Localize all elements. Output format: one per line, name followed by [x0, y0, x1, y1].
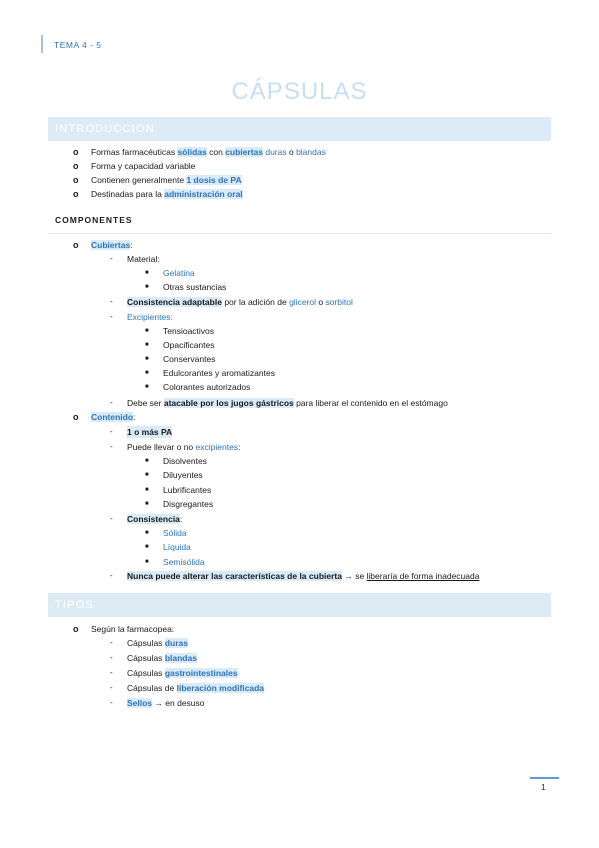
- keyword-consistencia: Consistencia: [127, 514, 180, 524]
- text: Formas farmacéuticas: [91, 147, 178, 157]
- text: o: [316, 297, 326, 307]
- excipiente-item: Colorantes autorizados: [163, 382, 251, 392]
- section-tipos: [48, 593, 551, 617]
- excipiente-item: Opacificantes: [163, 340, 215, 350]
- material-gelatina: Gelatina: [163, 268, 195, 278]
- keyword-atacable: atacable por los jugos gástricos: [163, 398, 294, 408]
- bullet-dash: -: [110, 683, 113, 692]
- text: → se: [341, 571, 367, 581]
- bullet-dash: -: [110, 571, 113, 580]
- header-accent-bar: [41, 35, 43, 53]
- excipientes-label: Excipientes:: [127, 312, 173, 322]
- keyword-administracion-oral: administración oral: [164, 189, 243, 199]
- keyword-blandas: blandas: [296, 147, 326, 157]
- keyword-consistencia: Consistencia adaptable: [127, 297, 222, 307]
- keyword-cubiertas: cubiertas: [225, 147, 263, 157]
- text: o: [286, 147, 297, 157]
- section-introduccion: [48, 117, 551, 141]
- tipo-item: [127, 667, 238, 679]
- section-tipos-label: TIPOS: [55, 599, 95, 611]
- divider: [48, 233, 551, 234]
- bullet-dash: -: [110, 698, 113, 707]
- bullet-circle: o: [73, 240, 79, 250]
- intro-line-3: [91, 174, 242, 186]
- consistencia-item: Semisólida: [163, 557, 205, 567]
- text: Debe ser: [127, 398, 164, 408]
- consistencia-item: Sólida: [163, 528, 187, 538]
- text: → en desuso: [152, 698, 205, 708]
- text: :: [133, 412, 136, 422]
- excipiente2-item: Disolventes: [163, 456, 207, 466]
- keyword-sellos: Sellos: [127, 698, 153, 708]
- keyword-glicerol: glicerol: [289, 297, 316, 307]
- keyword-gastrointestinales: gastrointestinales: [164, 668, 238, 678]
- page-number: 1: [541, 783, 546, 792]
- bullet-dash: -: [110, 514, 113, 523]
- consistencia-label: [127, 513, 182, 525]
- bullet-square: ■: [145, 270, 149, 276]
- tipo-item: [127, 637, 188, 649]
- bullet-dash: -: [110, 653, 113, 662]
- text: :: [130, 240, 133, 250]
- text: para liberar el contenido en el estómago: [293, 398, 448, 408]
- tipo-item: [127, 682, 264, 694]
- bullet-square: ■: [145, 384, 149, 390]
- keyword-dosis: 1 dosis de PA: [186, 175, 242, 185]
- bullet-dash: -: [110, 297, 113, 306]
- bullet-square: ■: [145, 356, 149, 362]
- keyword-contenido: Contenido: [91, 412, 134, 422]
- bullet-circle: o: [73, 175, 79, 185]
- text: :: [179, 514, 183, 524]
- bullet-square: ■: [145, 501, 149, 507]
- atacable-line: [127, 397, 448, 409]
- section-introduccion-label: INTRODUCCION: [55, 123, 155, 135]
- bullet-square: ■: [145, 487, 149, 493]
- tipo-item: [127, 697, 205, 709]
- text: Cápsulas: [127, 653, 165, 663]
- bullet-dash: -: [110, 254, 113, 263]
- text: Destinadas para la: [91, 189, 165, 199]
- intro-line-4: [91, 188, 243, 200]
- tipo-item: [127, 652, 197, 664]
- consistencia-item: Líquida: [163, 542, 191, 552]
- bullet-circle: o: [73, 624, 79, 634]
- excipiente2-item: Disgregantes: [163, 499, 214, 509]
- page-title: CÁPSULAS: [231, 78, 368, 105]
- keyword-cubiertas: Cubiertas: [91, 240, 131, 250]
- bullet-dash: -: [110, 398, 113, 407]
- consistencia-adaptable: [127, 296, 353, 308]
- text: :: [238, 442, 241, 452]
- keyword-liberacion-modificada: liberación modificada: [176, 683, 265, 693]
- excipiente-item: Conservantes: [163, 354, 216, 364]
- keyword-blandas: blandas: [164, 653, 197, 663]
- bullet-dash: -: [110, 668, 113, 677]
- bullet-circle: o: [73, 412, 79, 422]
- contenido-pa: 1 o más PA: [127, 427, 173, 437]
- keyword-solidas: sólidas: [177, 147, 207, 157]
- text: Cápsulas de: [127, 683, 177, 693]
- bullet-dash: -: [110, 427, 113, 436]
- keyword-nunca: Nunca puede alterar las características de la cubierta: [127, 571, 342, 581]
- bullet-square: ■: [145, 472, 149, 478]
- section-componentes: COMPONENTES: [55, 215, 133, 225]
- keyword-excipientes: excipientes: [195, 442, 239, 452]
- excipiente2-item: Diluyentes: [163, 470, 203, 480]
- bullet-dash: -: [110, 638, 113, 647]
- bullet-square: ■: [145, 559, 149, 565]
- componentes-cubiertas: [91, 239, 133, 251]
- intro-line-2: Forma y capacidad variable: [91, 161, 196, 171]
- material-otras: Otras sustancias: [163, 282, 227, 292]
- bullet-square: ■: [145, 284, 149, 290]
- bullet-square: ■: [145, 530, 149, 536]
- text: con: [206, 147, 226, 157]
- text: Contienen generalmente: [91, 175, 187, 185]
- text: Cápsulas: [127, 638, 165, 648]
- puede-llevar-line: [127, 441, 240, 453]
- text: Puede llevar o no: [127, 442, 196, 452]
- excipiente-item: Tensioactivos: [163, 326, 215, 336]
- keyword-duras: duras: [164, 638, 188, 648]
- excipiente-item: Edulcorantes y aromatizantes: [163, 368, 275, 378]
- keyword-duras: duras: [262, 147, 287, 157]
- header-tema: TEMA 4 - 5: [54, 40, 102, 50]
- bullet-circle: o: [73, 161, 79, 171]
- material-label: Material:: [127, 254, 160, 264]
- underlined-text: liberaría de forma inadecuada: [366, 571, 480, 581]
- keyword-sorbitol: sorbitol: [325, 297, 353, 307]
- bullet-dash: -: [110, 312, 113, 321]
- text: Cápsulas: [127, 668, 165, 678]
- bullet-dash: -: [110, 442, 113, 451]
- bullet-square: ■: [145, 458, 149, 464]
- nunca-line: [127, 570, 479, 582]
- bullet-circle: o: [73, 189, 79, 199]
- bullet-square: ■: [145, 342, 149, 348]
- tipos-segun: Según la farmacopea:: [91, 624, 175, 634]
- excipiente2-item: Lubrificantes: [163, 485, 212, 495]
- bullet-square: ■: [145, 544, 149, 550]
- footer-rule: [530, 777, 559, 779]
- bullet-square: ■: [145, 370, 149, 376]
- bullet-square: ■: [145, 328, 149, 334]
- text: por la adición de: [221, 297, 290, 307]
- componentes-contenido: [91, 411, 135, 423]
- bullet-circle: o: [73, 147, 79, 157]
- intro-line-1: [91, 146, 326, 158]
